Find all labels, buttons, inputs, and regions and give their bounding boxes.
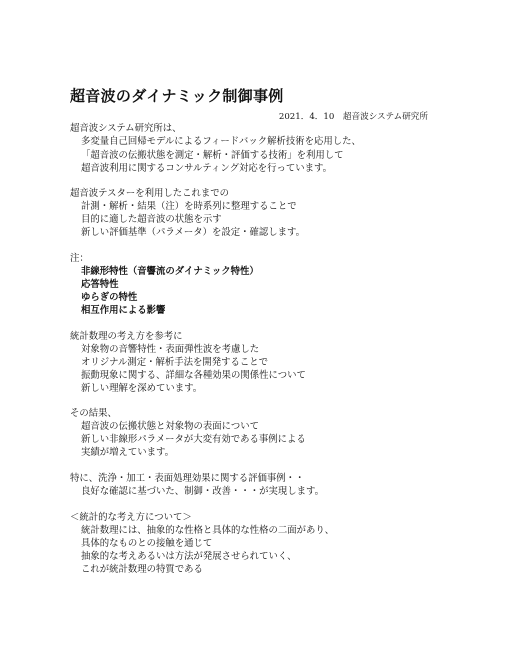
stats-line: 振動現象に関する、詳細な各種効果の関係性について [81, 370, 306, 381]
intro-line: 多変量自己回帰モデルによるフィードバック解析技術を応用した、 [81, 136, 361, 147]
statistical-line: 具体的なものとの接触を通じて [81, 538, 213, 549]
statistical-line: これが統計数理の特質である [81, 564, 203, 575]
note-item: 非線形特性（音響流のダイナミック特性） [81, 266, 259, 277]
special-line: 特に、洗浄・加工・表面処理効果に関する評価事例・・ [70, 473, 305, 484]
document-dateline: 2021．4．10 超音波システム研究所 [278, 112, 428, 122]
tester-line: 新しい評価基準（パラメータ）を設定・確認します。 [81, 227, 305, 238]
intro-line: 「超音波の伝搬状態を測定・解析・評価する技術」を利用して [81, 150, 344, 161]
note-item: 相互作用による影響 [81, 305, 166, 316]
tester-line: 計測・解析・結果（注）を時系列に整理することで [81, 201, 297, 212]
note-item: ゆらぎの特性 [81, 292, 138, 303]
statistical-line: 統計数理には、抽象的な性格と具体的な性格の二面があり、 [81, 525, 335, 536]
stats-line: 新しい理解を深めています。 [81, 383, 203, 394]
result-line: 超音波の伝搬状態と対象物の表面について [81, 421, 259, 432]
tester-line: 超音波テスターを利用したこれまでの [70, 188, 230, 199]
result-line: その結果、 [70, 408, 117, 419]
intro-line: 超音波システム研究所は、 [70, 123, 182, 134]
result-line: 実績が増えています。 [81, 447, 174, 458]
stats-line: オリジナル測定・解析手法を開発することで [81, 357, 269, 368]
document-title: 超音波のダイナミック制御事例 [70, 87, 284, 105]
statistical-heading: ＜統計的な考え方について＞ [70, 512, 192, 523]
result-line: 新しい非線形パラメータが大変有効である事例による [81, 434, 306, 445]
stats-line: 対象物の音響特性・表面弾性波を考慮した [81, 344, 260, 355]
stats-line: 統計数理の考え方を参考に [70, 331, 183, 342]
tester-line: 目的に適した超音波の状態を示す [81, 214, 222, 225]
intro-line: 超音波利用に関するコンサルティング対応を行っています。 [81, 163, 332, 174]
note-item: 応答特性 [81, 279, 119, 290]
special-line: 良好な確認に基づいた、制御・改善・・・が実現します。 [81, 486, 325, 497]
statistical-line: 抽象的な考えあるいは方法が発展させられていく、 [81, 551, 297, 562]
note-label: 注： [70, 253, 89, 264]
